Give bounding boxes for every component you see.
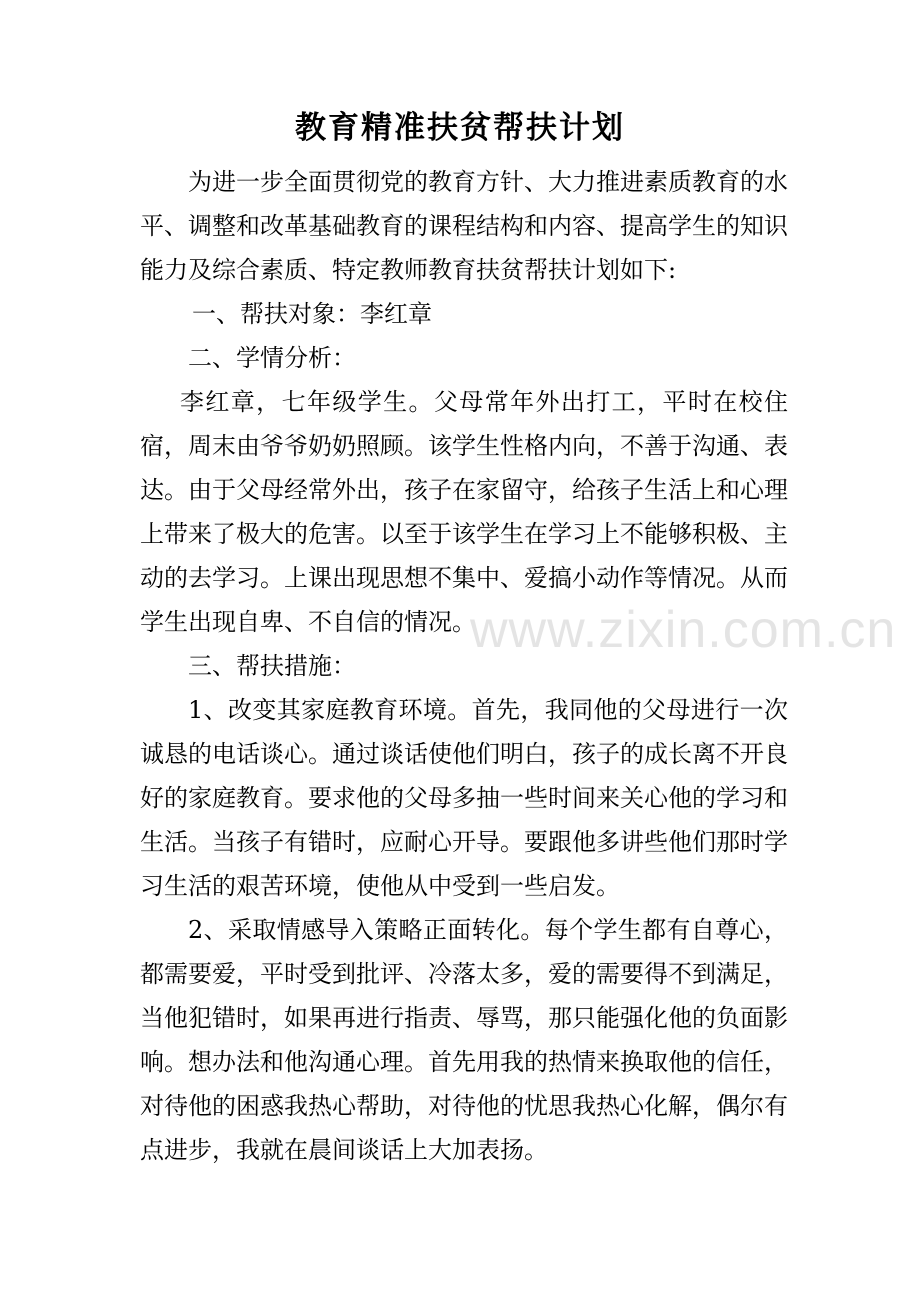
document-title: 教育精准扶贫帮扶计划	[295, 110, 625, 146]
intro-paragraph: 为进一步全面贯彻党的教育方针、大力推进素质教育的水平、调整和改革基础教育的课程结构和内容、提高学生的知识能力及综合素质、特定教师教育扶贫帮扶计划如下:	[140, 168, 788, 284]
section-heading-measures: 三、帮扶措施：	[188, 652, 356, 680]
measure-paragraph-2: 2、采取情感导入策略正面转化。每个学生都有自尊心，都需要爱，平时受到批评、冷落太多，爱的需要得不到满足，当他犯错时，如果再进行指责、辱骂，那只能强化他的负面影响。想办法和他沟通心理。首先用我的热情来换取他的信任，对待他的困惑我热心帮助，对待他的忧思我热心化解，偶尔有点进步，我就在晨间谈话上大加表扬。	[140, 916, 788, 1164]
section-heading-analysis: 二、学情分析：	[188, 344, 356, 372]
watermark: www.zixin.com.cn	[470, 601, 897, 659]
measure-paragraph-1: 1、改变其家庭教育环境。首先，我同他的父母进行一次诚恳的电话谈心。通过谈话使他们明白，孩子的成长离不开良好的家庭教育。要求他的父母多抽一些时间来关心他的学习和生活。当孩子有错时，应耐心开导。要跟他多讲些他们那时学习生活的艰苦环境，使他从中受到一些启发。	[140, 696, 788, 900]
analysis-paragraph: 李红章，七年级学生。父母常年外出打工，平时在校住宿，周末由爷爷奶奶照顾。该学生性格内向，不善于沟通、表达。由于父母经常外出，孩子在家留守，给孩子生活上和心理上带来了极大的危害。以至于该学生在学习上不能够积极、主动的去学习。上课出现思想不集中、爱搞小动作等情况。从而学生出现自卑、不自信的情况。	[140, 388, 788, 636]
section-heading-target: 一、帮扶对象：李红章	[192, 300, 432, 328]
document-body	[140, 160, 788, 1172]
